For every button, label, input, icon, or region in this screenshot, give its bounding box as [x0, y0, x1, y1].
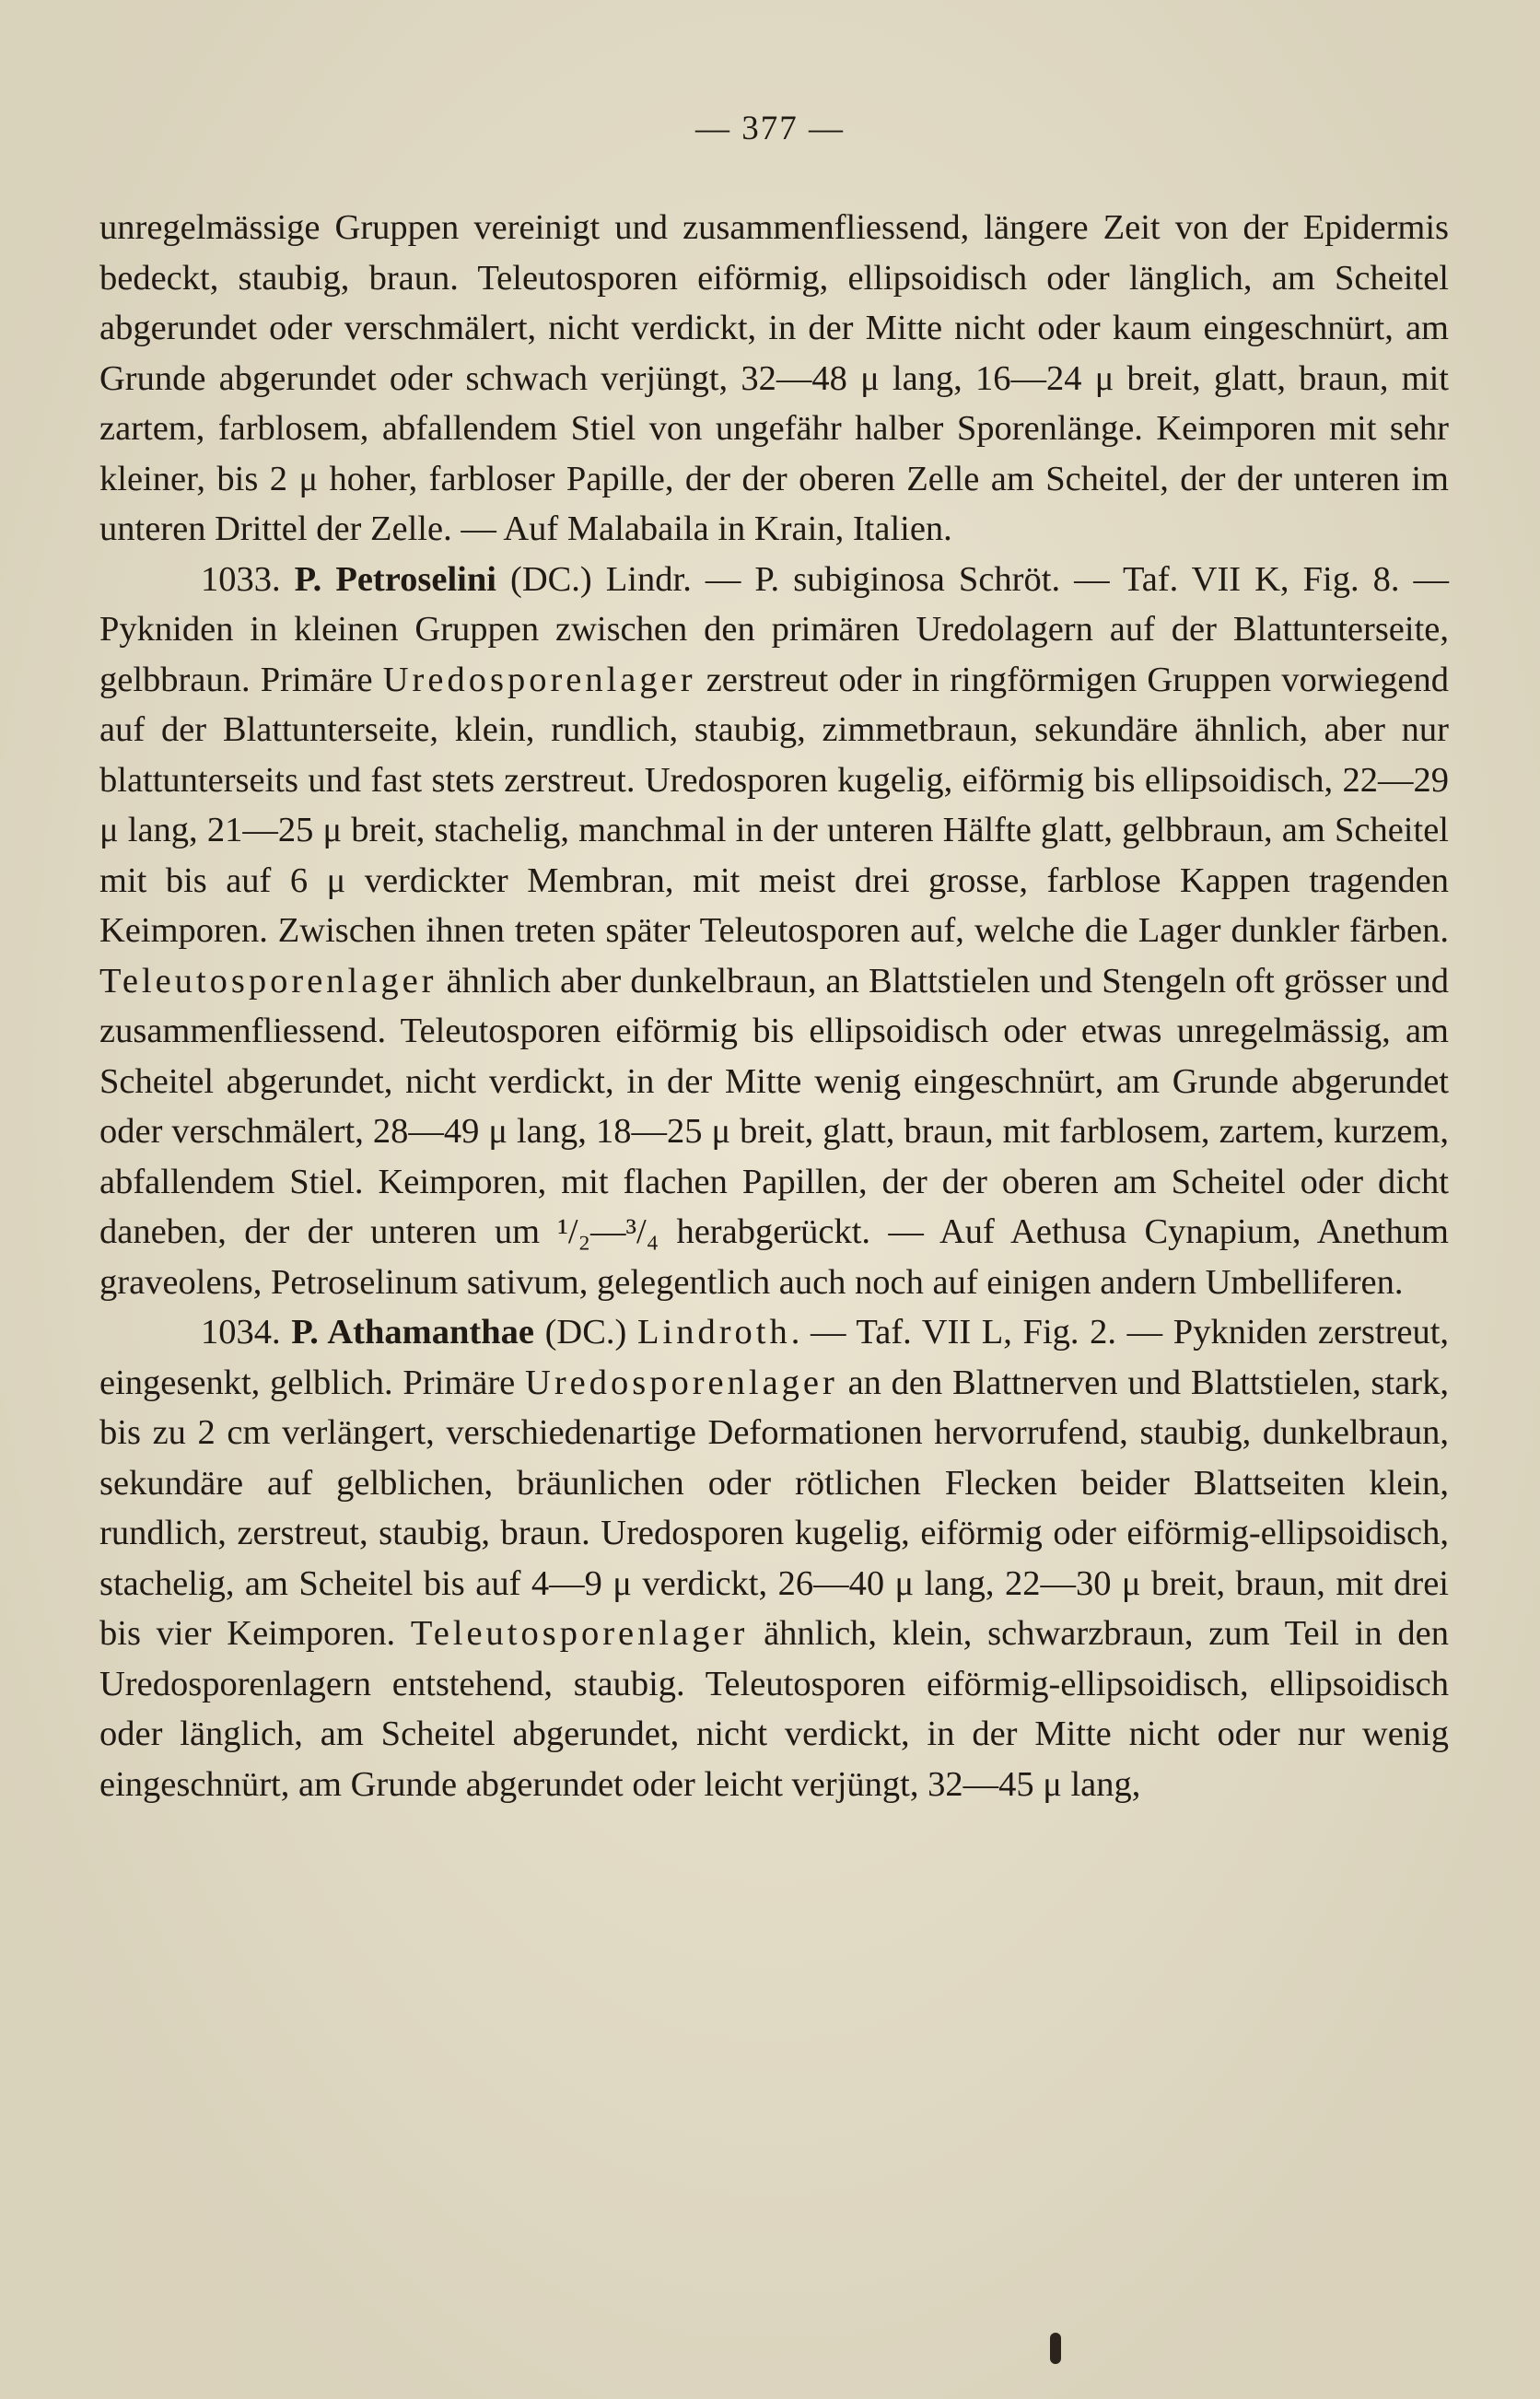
spaced-term: Uredosporenlager — [525, 1363, 838, 1402]
entry-number: 1034. — [201, 1313, 281, 1352]
entry-text: an den Blattnerven und Blattstielen, stark, bis zu 2 cm verlängert, verschiedenartige Deformationen hervorrufend, staubig, dunkelbraun, sekundäre auf gelblichen, bräunlichen oder rötlichen Flecken beider Blattseiten klein, rundlich, zerstreut, staubig, braun. Uredosporen kugelig, eiförmig oder eiförmig-ellipsoidisch, stachelig, am Scheitel bis auf 4—9 μ verdickt, 26—40 μ lang, 22—30 μ breit, braun, mit drei bis vier Keimporen. — [99, 1363, 1449, 1653]
paragraph-entry-1033 — [99, 555, 1449, 1308]
body-text — [99, 203, 1449, 1809]
species-name: P. Petroselini — [294, 559, 496, 599]
entry-text: ähnlich aber dunkelbraun, an Blattstielen und Stengeln oft grösser und zusammenfliessend. Teleutosporen eiförmig bis ellipsoidisch oder etwas unregelmässig, am Scheitel abgerundet, nicht verdickt, in der Mitte wenig eingeschnürt, am Grunde abgerundet oder verschmälert, 28—49 μ lang, 18—25 μ breit, glatt, braun, mit farblosem, zartem, kurzem, abfallendem Stiel. Keimporen, mit flachen Papillen, der der oberen am Scheitel oder dicht daneben, der der unteren um ¹/₂—³/₄ herabgerückt. — Auf Aethusa Cynapium, Anethum graveolens, Petroselinum sativum, gelegentlich auch noch auf einigen andern Umbelliferen. — [99, 961, 1449, 1302]
spaced-author: Lindroth — [636, 1313, 791, 1352]
paragraph-text: unregelmässige Gruppen vereinigt und zusammenfliessend, längere Zeit von der Epidermis bedeckt, staubig, braun. Teleutosporen eiförmig, ellipsoidisch oder länglich, am Scheitel abgerundet oder verschmälert, nicht verdickt, in der Mitte nicht oder kaum eingeschnürt, am Grunde abgerundet oder schwach verjüngt, 32—48 μ lang, 16—24 μ breit, glatt, braun, mit zartem, farblosem, abfallendem Stiel von ungefähr halber Sporenlänge. Keimporen mit sehr kleiner, bis 2 μ hoher, farbloser Papille, der der oberen Zelle am Scheitel, der der unteren im unteren Drittel der Zelle. — Auf Malabaila in Krain, Italien. — [99, 208, 1449, 548]
entry-text: zerstreut oder in ringförmigen Gruppen vorwiegend auf der Blattunterseite, klein, rundlich, staubig, zimmetbraun, sekundäre ähnlich, aber nur blattunterseits und fast stets zerstreut. Uredosporen kugelig, eiförmig bis ellipsoidisch, 22—29 μ lang, 21—25 μ breit, stachelig, manchmal in der unteren Hälfte glatt, gelbbraun, am Scheitel mit bis auf 6 μ verdickter Membran, mit meist drei grosse, farblose Kappen tragenden Keimporen. Zwischen ihnen treten später Teleutosporen auf, welche die Lager dunkler färben. — [99, 660, 1449, 950]
spaced-term: Teleutosporenlager — [99, 961, 438, 1001]
entry-text: (DC.) — [533, 1313, 637, 1352]
entry-text: (DC.) Lindr. — P. subiginosa Schröt. — Taf. VII K, Fig. 8. — Pykniden in kleinen Gruppen zwischen den primären Uredolagern auf der Blattunterseite, gelbbraun. Primäre — [99, 559, 1450, 699]
species-name: P. Athamanthae — [291, 1313, 534, 1352]
paragraph-entry-1034 — [99, 1307, 1449, 1809]
spaced-term: Teleutosporenlager — [410, 1614, 749, 1653]
entry-text: ähnlich, klein, schwarzbraun, zum Teil in den Uredosporenlagern entstehend, staubig. Teleutosporen eiförmig-ellipsoidisch, ellipsoidisch oder länglich, am Scheitel abgerundet, nicht verdickt, in der Mitte nicht oder nur wenig eingeschnürt, am Grunde abgerundet oder leicht verjüngt, 32—45 μ lang, — [99, 1614, 1449, 1804]
paragraph-continuation — [99, 203, 1449, 555]
ink-spot — [1050, 2333, 1061, 2364]
entry-number: 1033. — [201, 559, 281, 599]
page-number: — 377 — — [695, 110, 845, 147]
entry-text: . — Taf. VII L, Fig. 2. — Pykniden zerstreut, eingesenkt, gelblich. Primäre — [99, 1313, 1450, 1402]
spaced-term: Uredosporenlager — [382, 660, 696, 699]
